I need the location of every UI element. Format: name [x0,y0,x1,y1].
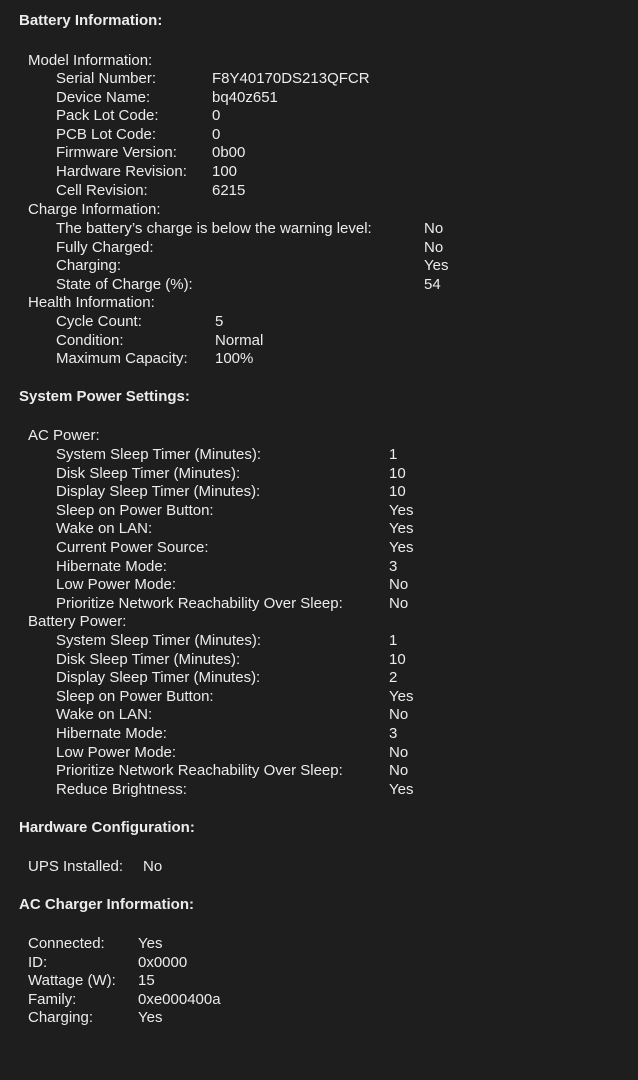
battery-power-label: Battery Power: [28,613,127,630]
ac-power-row-label: Sleep on Power Button: [56,501,214,519]
charger-row-label: Connected: [28,935,105,952]
battery-power-row-value: No [389,762,409,780]
battery-information-heading: Battery Information: [19,12,163,29]
charge-row-value: No [424,220,444,237]
ac-power-row-value: 3 [389,557,398,575]
battery-power-row-value: Yes [389,687,414,705]
ac-power-row-value: Yes [389,501,414,519]
model-row-label: Firmware Version: [56,144,177,162]
ac-power-row-value: 10 [389,464,406,482]
model-row-value: 6215 [212,181,246,199]
model-row-value: 0 [212,107,221,125]
battery-power-row-label: Wake on LAN: [56,706,153,724]
health-row-label: Maximum Capacity: [56,350,188,368]
ac-power-row-value: Yes [389,539,414,556]
ac-power-row-label: Wake on LAN: [56,520,153,538]
health-row-label: Cycle Count: [56,313,142,330]
charger-row-label: Charging: [28,1009,94,1027]
hardware-row-value: No [143,858,163,875]
model-row-value: 100 [212,163,238,180]
ac-power-row-value: Yes [389,520,414,538]
model-information-label: Model Information: [28,52,153,69]
ac-power-row-label: Hibernate Mode: [56,557,167,575]
hardware-row-label: UPS Installed: [28,858,124,875]
model-row-label: Hardware Revision: [56,163,187,180]
model-row-label: Cell Revision: [56,181,148,199]
charger-row-label: Wattage (W): [28,972,116,990]
ac-power-label: AC Power: [28,427,100,444]
ac-power-row-label: Current Power Source: [56,539,209,556]
ac-power-row-label: Low Power Mode: [56,576,177,594]
charge-row-label: The battery’s charge is below the warning level: [56,220,372,237]
model-row-label: Serial Number: [56,70,157,87]
battery-power-row-value: No [389,706,409,724]
charge-row-label: Fully Charged: [56,238,154,256]
battery-power-row-label: Display Sleep Timer (Minutes): [56,669,261,687]
ac-power-row-value: 1 [389,446,398,463]
charge-row-value: Yes [424,257,449,275]
model-row-value: 0 [212,125,221,143]
battery-power-row-label: Reduce Brightness: [56,780,187,798]
health-row-label: Condition: [56,331,124,349]
ac-power-row-label: Prioritize Network Reachability Over Sleep: [56,594,343,612]
battery-power-row-value: 3 [389,725,398,742]
hardware-configuration-heading: Hardware Configuration: [19,819,195,836]
model-row-value: 0b00 [212,144,246,162]
charger-row-value: Yes [138,935,163,952]
ac-power-row-label: Display Sleep Timer (Minutes): [56,483,261,501]
battery-power-row-value: 2 [389,669,398,687]
charge-information-label: Charge Information: [28,201,161,218]
charger-row-value: 0xe000400a [138,990,221,1008]
battery-power-row-value: 10 [389,650,406,668]
battery-power-row-value: No [389,743,409,761]
battery-power-row-value: Yes [389,780,414,798]
model-row-value: F8Y40170DS213QFCR [212,70,370,87]
battery-power-row-label: Low Power Mode: [56,743,177,761]
model-row-label: Device Name: [56,88,151,106]
ac-power-row-label: System Sleep Timer (Minutes): [56,446,262,463]
model-row-value: bq40z651 [212,88,278,106]
battery-power-row-value: 1 [389,632,398,649]
health-row-value: 5 [215,313,224,330]
model-row-label: PCB Lot Code: [56,125,157,143]
ac-charger-information-heading: AC Charger Information: [19,896,195,913]
ac-power-row-value: No [389,576,409,594]
ac-power-row-value: 10 [389,483,406,501]
charger-row-value: 0x0000 [138,953,188,971]
charger-row-label: ID: [28,953,48,971]
battery-power-row-label: Hibernate Mode: [56,725,167,742]
charge-row-value: 54 [424,275,441,293]
charger-row-value: Yes [138,1009,163,1027]
charge-row-label: State of Charge (%): [56,275,193,293]
battery-power-row-label: Sleep on Power Button: [56,687,214,705]
health-information-label: Health Information: [28,294,155,311]
charge-row-value: No [424,238,444,256]
battery-power-row-label: Prioritize Network Reachability Over Sleep: [56,762,343,780]
battery-power-row-label: System Sleep Timer (Minutes): [56,632,262,649]
ac-power-row-label: Disk Sleep Timer (Minutes): [56,464,241,482]
battery-power-row-label: Disk Sleep Timer (Minutes): [56,650,241,668]
charger-row-value: 15 [138,972,155,990]
health-row-value: 100% [215,350,254,368]
ac-power-row-value: No [389,594,409,612]
charge-row-label: Charging: [56,257,122,275]
system-power-settings-heading: System Power Settings: [19,388,190,405]
model-row-label: Pack Lot Code: [56,107,159,125]
charger-row-label: Family: [28,990,77,1008]
health-row-value: Normal [215,331,264,349]
